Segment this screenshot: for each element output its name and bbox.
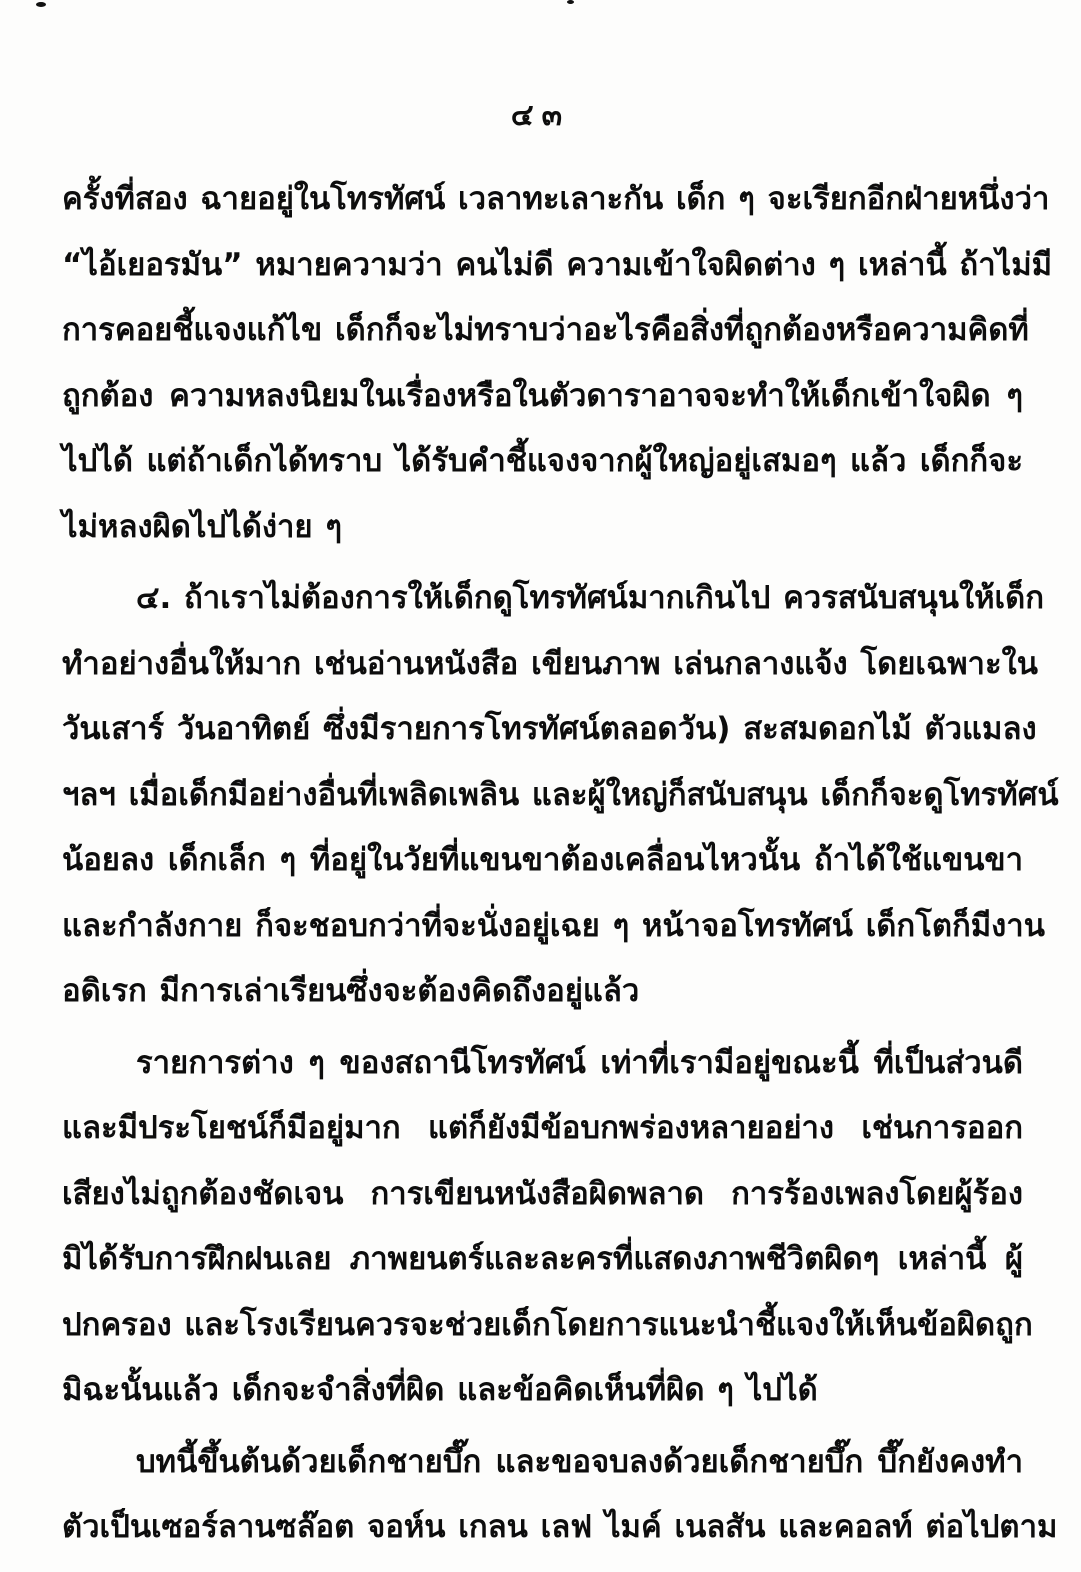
text-line: รายการต่าง ๆ ของสถานีโทรทัศน์ เท่าที่เรามีอยู่ขณะนี้ ที่เป็นส่วนดี (136, 1044, 1023, 1081)
text-line: ทำอย่างอื่นให้มาก เช่นอ่านหนังสือ เขียนภาพ เล่นกลางแจ้ง โดยเฉพาะใน (62, 645, 1038, 682)
text-line: และกำลังกาย ก็จะชอบกว่าที่จะนั่งอยู่เฉย ๆ หน้าจอโทรทัศน์ เด็กโตก็มีงาน (62, 907, 1045, 944)
text-line: น้อยลง เด็กเล็ก ๆ ที่อยู่ในวัยที่แขนขาต้องเคลื่อนไหวนั้น ถ้าได้ใช้แขนขา (62, 842, 1023, 878)
text-line: ครั้งที่สอง ฉายอยู่ในโทรทัศน์ เวลาทะเลาะกัน เด็ก ๆ จะเรียกอีกฝ่ายหนึ่งว่า (62, 181, 1050, 217)
paragraph (62, 167, 1053, 560)
text-line: วันเสาร์ วันอาทิตย์ ซึ่งมีรายการโทรทัศน์ตลอดวัน) สะสมดอกไม้ ตัวแมลง (62, 711, 1037, 747)
text-line: ไปได้ แต่ถ้าเด็กได้ทราบ ได้รับคำชี้แจงจากผู้ใหญ่อยู่เสมอๆ แล้ว เด็กก็จะ (62, 443, 1023, 479)
text-line: “ไอ้เยอรมัน” หมายความว่า คนไม่ดี ความเข้าใจผิดต่าง ๆ เหล่านี้ ถ้าไม่มี (62, 246, 1053, 283)
paragraph (62, 566, 1059, 1025)
text-line: และมีประโยชน์ก็มีอยู่มาก แต่ก็ยังมีข้อบกพร่องหลายอย่าง เช่นการออก (62, 1110, 1023, 1146)
text-line: ปกครอง และโรงเรียนควรจะช่วยเด็กโดยการแนะนำชี้แจงให้เห็นข้อผิดถูก (62, 1306, 1033, 1343)
text-line: ตัวเป็นเซอร์ลานซล๊อต จอห์น เกลน เลฟ ไมค์ เนลสัน และคอลท์ ต่อไปตาม (62, 1509, 1058, 1545)
paragraph (62, 1430, 1058, 1561)
text-line: ฯลฯ เมื่อเด็กมีอย่างอื่นที่เพลิดเพลิน และผู้ใหญ่ก็สนับสนุน เด็กก็จะดูโทรทัศน์ (62, 776, 1059, 813)
text-line: อดิเรก มีการเล่าเรียนซึ่งจะต้องคิดถึงอยู่แล้ว (62, 973, 640, 1009)
text-line: ถูกต้อง ความหลงนิยมในเรื่องหรือในตัวดาราอาจจะทำให้เด็กเข้าใจผิด ๆ (62, 377, 1023, 414)
paragraph (62, 1031, 1033, 1424)
text-line: ๔. ถ้าเราไม่ต้องการให้เด็กดูโทรทัศน์มากเกินไป ควรสนับสนุนให้เด็ก (136, 580, 1045, 616)
text-block (0, 167, 1081, 1561)
text-line: การคอยชี้แจงแก้ไข เด็กก็จะไม่ทราบว่าอะไรคือสิ่งที่ถูกต้องหรือความคิดที่ (62, 312, 1029, 348)
text-line: บทนี้ขึ้นต้นด้วยเด็กชายบึ๊ก และขอจบลงด้วยเด็กชายบึ๊ก บึ๊กยังคงทำ (136, 1443, 1023, 1480)
page-number: ๔๓ (510, 98, 571, 133)
text-line: ไม่หลงผิดไปได้ง่าย ๆ (62, 508, 343, 545)
text-line: มิฉะนั้นแล้ว เด็กจะจำสิ่งที่ผิด และข้อคิดเห็นที่ผิด ๆ ไปได้ (62, 1372, 818, 1408)
text-line: มิได้รับการฝึกฝนเลย ภาพยนตร์และละครที่แสดงภาพชีวิตผิดๆ เหล่านี้ ผู้ (62, 1241, 1023, 1277)
scan-artifact (36, 2, 46, 7)
scan-artifact (567, 0, 574, 4)
text-line: เสียงไม่ถูกต้องชัดเจน การเขียนหนังสือผิดพลาด การร้องเพลงโดยผู้ร้อง (62, 1175, 1023, 1212)
